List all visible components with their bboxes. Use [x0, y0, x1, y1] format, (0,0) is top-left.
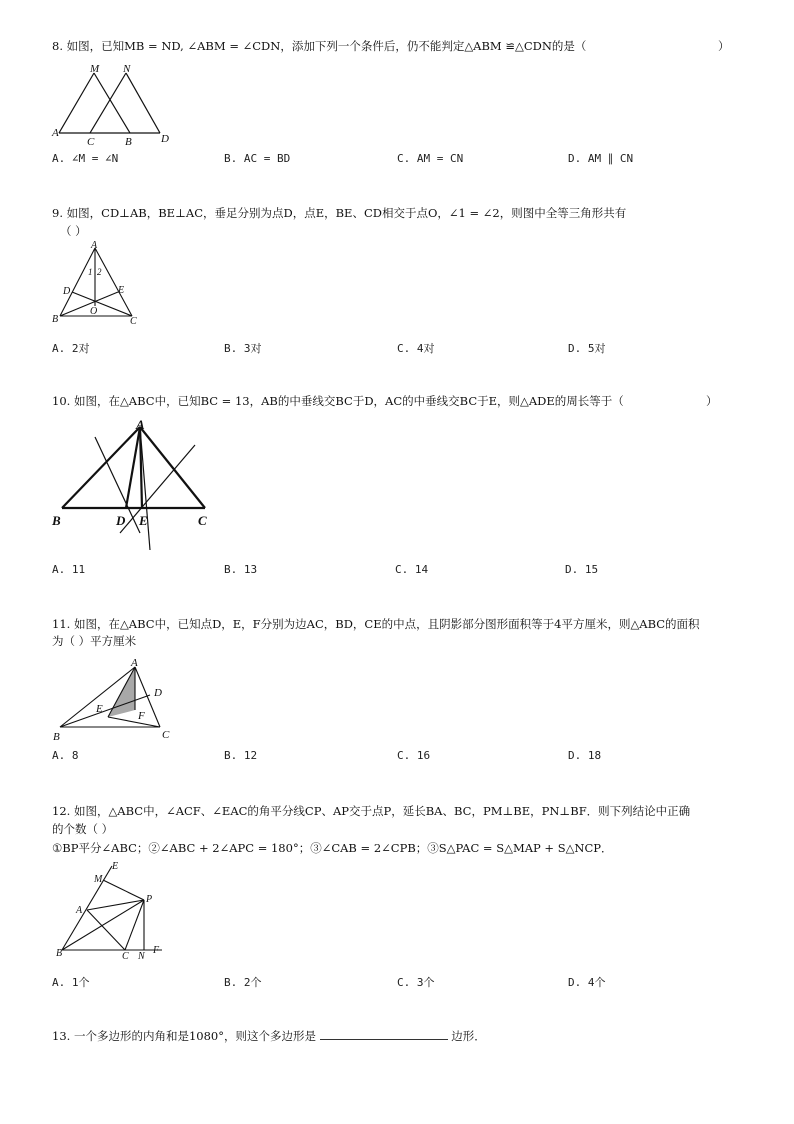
label-f: F	[138, 710, 145, 722]
question-text: 如图，已知MB = ND, ∠ABM = ∠CDN，添加下列一个条件后，仍不能判定△ABM ≌△CDN的是（	[66, 39, 587, 53]
question-number: 12.	[52, 804, 71, 818]
label-n: N	[123, 63, 131, 75]
question-11-stem-line-2: 为（ ）平方厘米	[52, 634, 137, 648]
segment-am	[59, 73, 94, 133]
option-b[interactable]: B. 12	[224, 749, 258, 762]
label-angle-2: 2	[97, 267, 102, 277]
label-d: D	[154, 687, 162, 699]
question-text: 如图，在△ABC中，已知BC = 13，AB的中垂线交BC于D，AC的中垂线交BC于E，则△ADE的周长等于（	[73, 394, 624, 408]
segment-cp	[125, 900, 144, 950]
label-a: A	[131, 657, 138, 669]
option-a[interactable]: A. 8	[52, 749, 79, 762]
label-a: A	[136, 417, 145, 432]
label-angle-1: 1	[88, 267, 93, 277]
question-11-figure	[50, 652, 180, 744]
question-12-figure	[50, 858, 175, 963]
label-a: A	[52, 127, 59, 139]
question-8-figure	[50, 60, 175, 150]
answer-blank[interactable]	[320, 1027, 448, 1040]
label-e: E	[139, 513, 148, 528]
segment-pm	[103, 880, 144, 900]
question-number: 8.	[52, 39, 63, 53]
segment-ce	[108, 717, 160, 727]
label-c: C	[198, 513, 207, 528]
label-m: M	[90, 63, 100, 75]
question-12-stem-line-2: 的个数（ ）	[52, 822, 114, 836]
option-d[interactable]: D. 18	[568, 749, 602, 762]
question-11-stem	[52, 615, 700, 633]
option-c[interactable]: C. 3个	[397, 976, 435, 989]
option-c[interactable]: C. 14	[395, 563, 429, 576]
label-b: B	[125, 136, 132, 148]
option-b[interactable]: B. AC = BD	[224, 152, 291, 165]
question-number: 11.	[52, 617, 71, 631]
segment-ac	[140, 427, 205, 508]
label-c: C	[162, 729, 170, 741]
option-a[interactable]: A. ∠M = ∠N	[52, 152, 119, 165]
question-number: 9.	[52, 206, 63, 220]
label-e: E	[112, 861, 119, 872]
label-b: B	[53, 731, 60, 743]
segment-ac	[87, 910, 125, 950]
label-a: A	[91, 240, 98, 251]
question-text: 如图，在△ABC中，已知点D，E，F分别为边AC，BD，CE的中点，且阴影部分图形面积等于4平方厘米，则△ABC的面积	[73, 617, 700, 631]
segment-cn	[90, 73, 126, 133]
option-b[interactable]: B. 2个	[224, 976, 262, 989]
option-d[interactable]: D. 15	[565, 563, 599, 576]
label-d: D	[116, 513, 126, 528]
label-p: P	[146, 894, 153, 905]
option-a[interactable]: A. 2对	[52, 342, 90, 355]
label-b: B	[56, 948, 63, 959]
option-a[interactable]: A. 1个	[52, 976, 90, 989]
segment-nd	[126, 73, 160, 133]
option-a[interactable]: A. 11	[52, 563, 86, 576]
question-9-figure	[50, 240, 145, 330]
label-n: N	[138, 951, 145, 962]
label-c: C	[87, 136, 95, 148]
label-d: D	[63, 286, 71, 297]
question-number: 10.	[52, 394, 71, 408]
option-d[interactable]: D. 4个	[568, 976, 606, 989]
question-9-stem	[52, 204, 626, 222]
label-f: F	[153, 945, 160, 956]
question-12-statements: ①BP平分∠ABC；②∠ABC + 2∠APC = 180°；③∠CAB = 2∠CPB；③S△PAC = S△MAP + S△NCP．	[52, 841, 613, 855]
label-o: O	[90, 306, 98, 317]
label-b: B	[52, 314, 59, 325]
label-b: B	[52, 513, 61, 528]
label-m: M	[94, 874, 103, 885]
option-c[interactable]: C. 4对	[397, 342, 435, 355]
answer-paren-close: ）	[718, 39, 730, 53]
question-8-stem	[52, 37, 586, 55]
option-d[interactable]: D. 5对	[568, 342, 606, 355]
label-e: E	[96, 703, 103, 715]
option-b[interactable]: B. 13	[224, 563, 258, 576]
question-13-stem	[52, 1027, 486, 1045]
question-number: 13.	[52, 1029, 71, 1043]
question-12-stem	[52, 802, 690, 820]
label-a: A	[76, 905, 83, 916]
segment-ac	[95, 248, 132, 316]
question-10-stem	[52, 392, 624, 410]
label-c: C	[130, 316, 137, 327]
question-10-figure	[50, 415, 220, 555]
perpendicular-bisector-ac	[120, 445, 195, 533]
option-d[interactable]: D. AM ∥ CN	[568, 152, 634, 165]
answer-paren-close: ）	[706, 394, 718, 408]
ray-be	[62, 866, 112, 950]
question-text: 如图，CD⊥AB，BE⊥AC，垂足分别为点D，点E，BE、CD相交于点O，∠1 = ∠2，则图中全等三角形共有	[66, 206, 627, 220]
option-b[interactable]: B. 3对	[224, 342, 262, 355]
question-text: 一个多边形的内角和是1080°，则这个多边形是	[73, 1029, 316, 1043]
label-c: C	[122, 951, 129, 962]
label-d: D	[161, 133, 169, 145]
option-c[interactable]: C. AM = CN	[397, 152, 464, 165]
segment-mb	[94, 73, 130, 133]
answer-paren: （ ）	[60, 224, 87, 238]
label-e: E	[118, 285, 125, 296]
question-text-suffix: 边形．	[451, 1029, 486, 1043]
question-text: 如图，△ABC中，∠ACF、∠EAC的角平分线CP、AP交于点P，延长BA、BC，PM⊥BE，PN⊥BF．则下列结论中正确	[73, 804, 691, 818]
option-c[interactable]: C. 16	[397, 749, 431, 762]
